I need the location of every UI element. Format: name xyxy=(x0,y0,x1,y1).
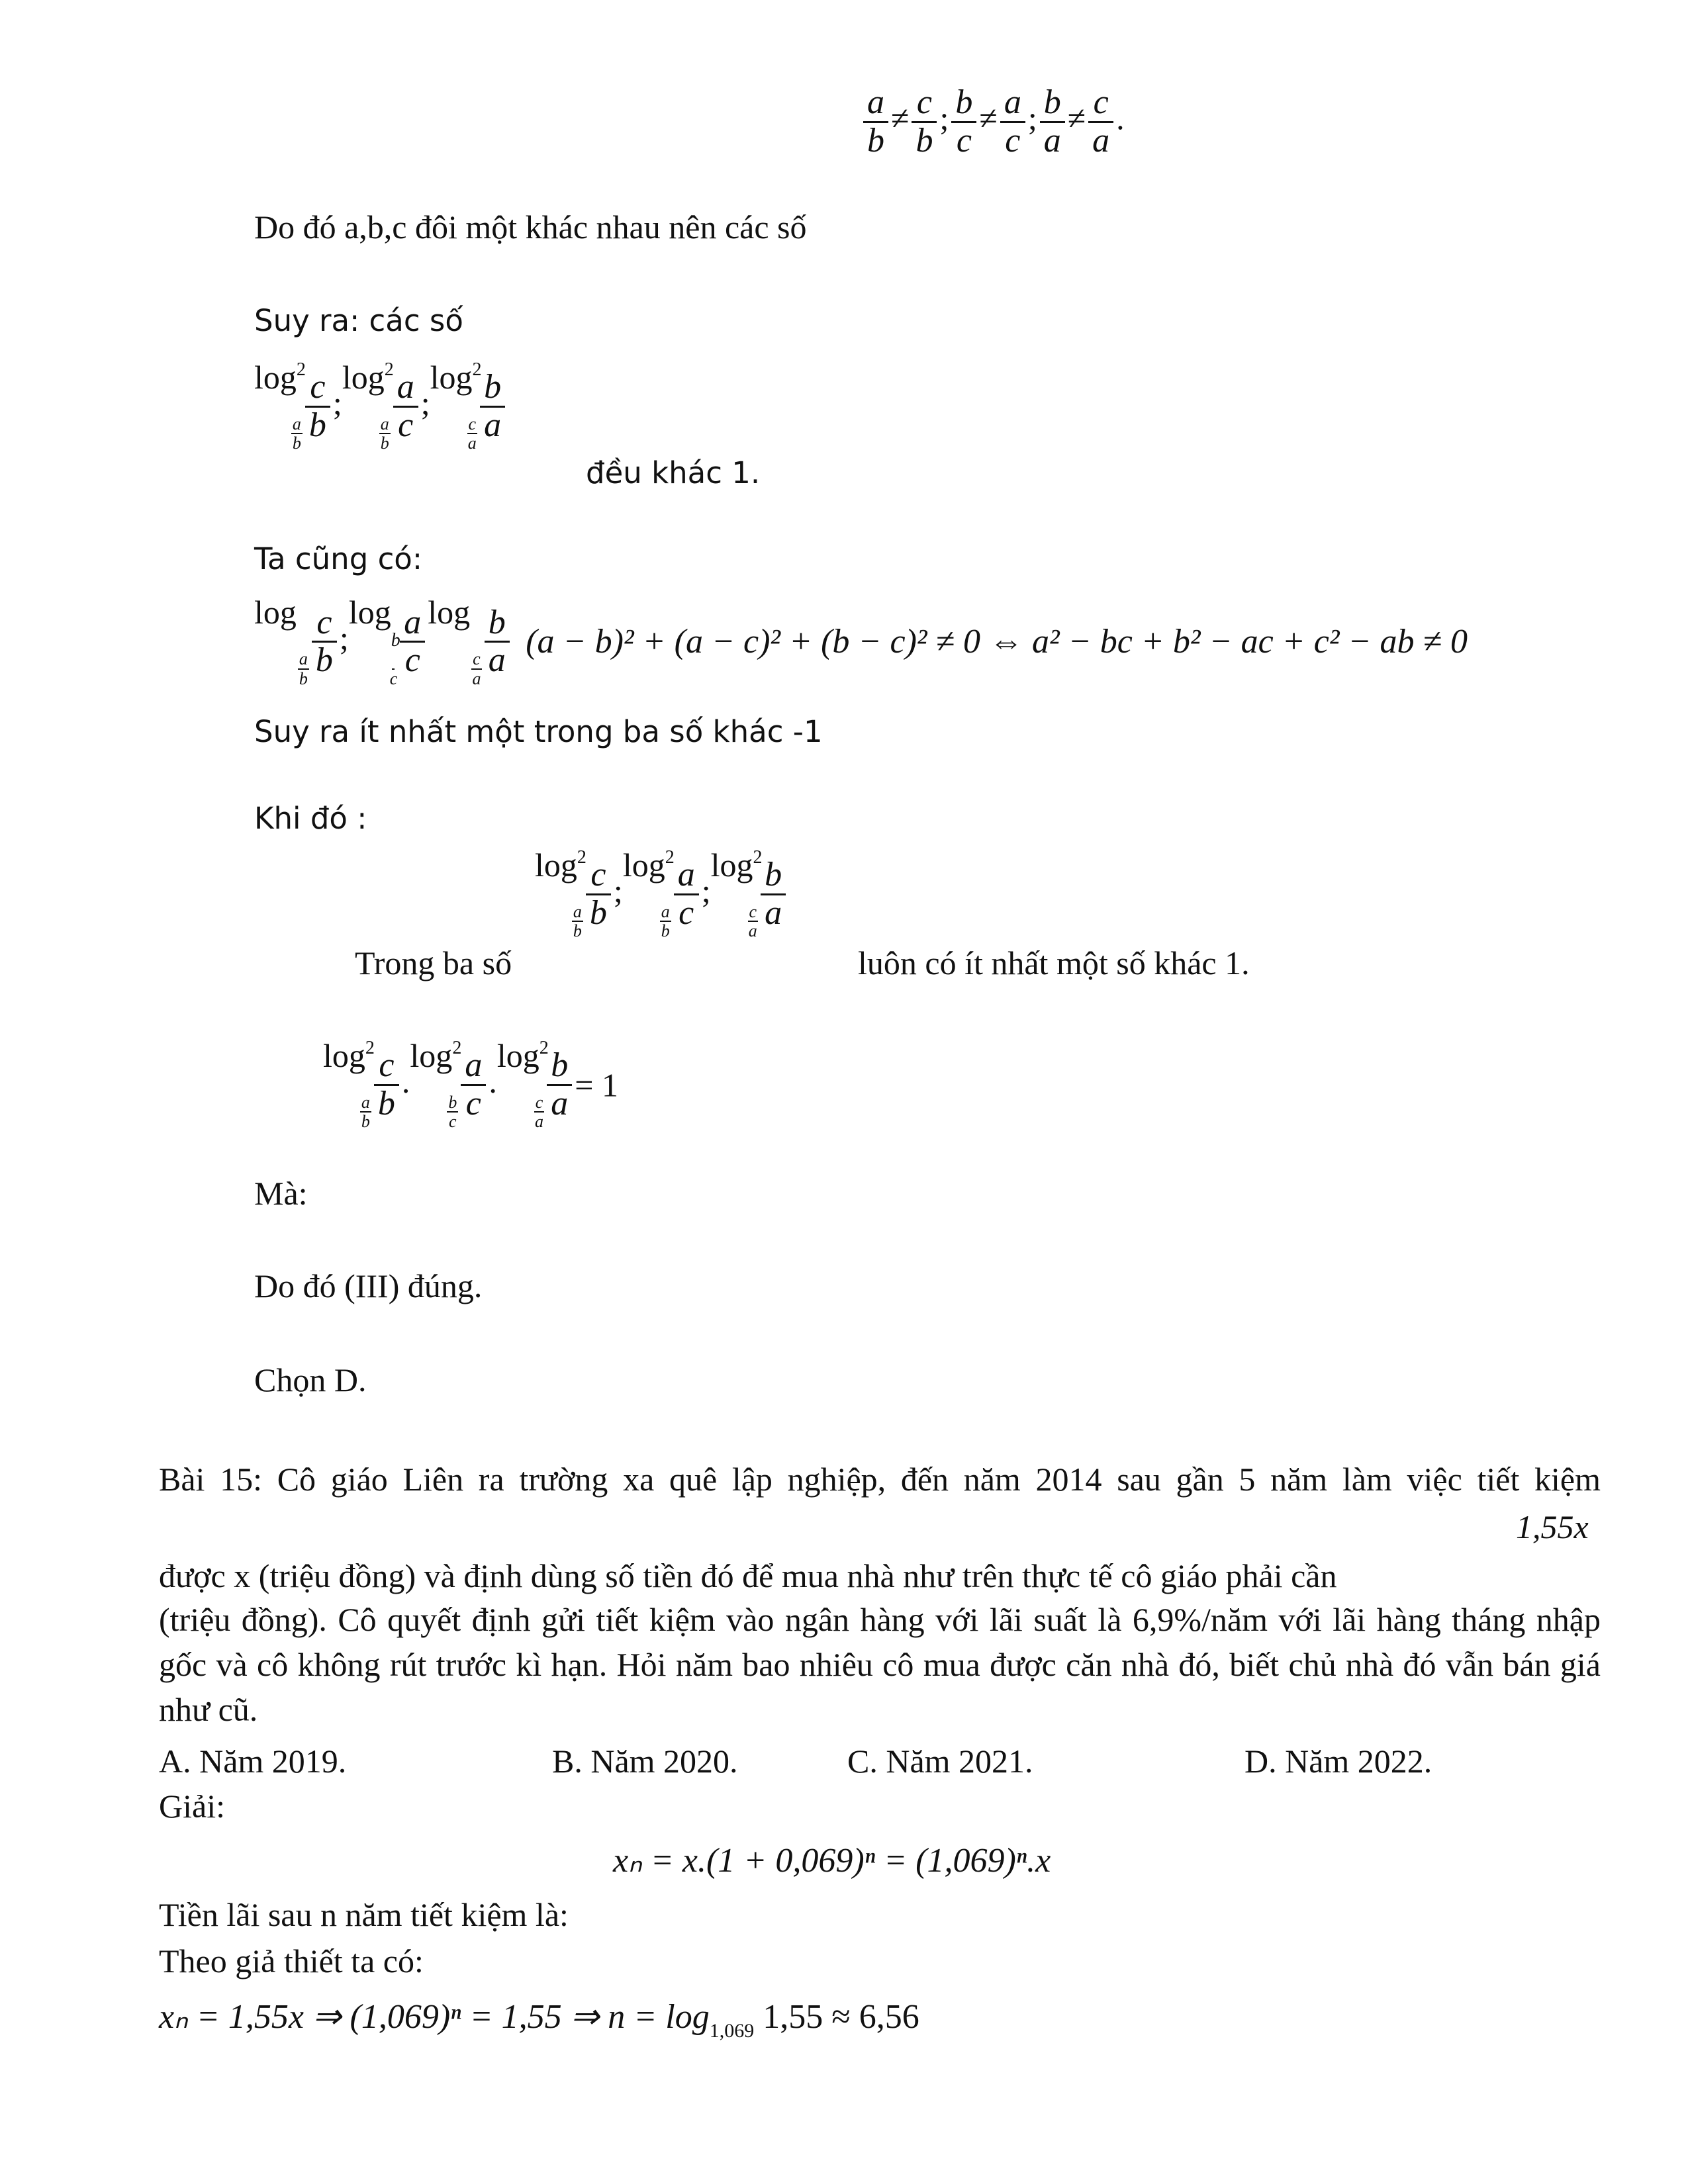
text-do-do: Do đó a,b,c đôi một khác nhau nên các số xyxy=(254,208,807,246)
text-theo-gia-thiet: Theo giả thiết ta có: xyxy=(159,1942,424,1979)
problem-line-2: được x (triệu đồng) và định dùng số tiền đó để mua nhà như trên thực tế cô giáo phải cần xyxy=(159,1557,1337,1594)
formula-xn: xₙ = x.(1 + 0,069)ⁿ = (1,069)ⁿ.x xyxy=(613,1842,1051,1880)
option-b: B. Năm 2020. xyxy=(552,1743,738,1780)
log-product-equation: log2 $\frac{a}{b}$ $\frac{c}{b}$ .log2 $\frac{b}{c}$ $\frac{a}{c}$ .log2 $\frac{c}{a}$ $\frac{b}{a}$ = 1 xyxy=(323,1037,618,1132)
text-tien-lai: Tiền lãi sau n năm tiết kiệm là: xyxy=(159,1896,569,1933)
text-luon-co: luôn có ít nhất một số khác 1. xyxy=(858,944,1250,981)
problem-line-1: Bài 15: Cô giáo Liên ra trường xa quê lập nghiệp, đến năm 2014 sau gần 5 năm làm việc tiết kiệm xyxy=(159,1461,1601,1498)
fraction: $\frac{c}{b}$ xyxy=(912,85,937,159)
option-c: C. Năm 2021. xyxy=(847,1743,1033,1780)
fraction: $\frac{c}{a}$ xyxy=(1088,85,1113,159)
identity-equation: (a − b)² + (a − c)² + (b − c)² ≠ 0 ⇔ a² − bc + b² − ac + c² − ab ≠ 0 xyxy=(526,622,1468,660)
text-ta-cung-co: Ta cũng có: xyxy=(254,541,423,576)
text-suy-ra-cac-so: Suy ra: các số xyxy=(254,303,463,338)
text-suy-ra-it-nhat: Suy ra ít nhất một trong ba số khác -1 xyxy=(254,714,823,749)
text-giai: Giải: xyxy=(159,1788,225,1825)
text-deu-khac-1: đều khác 1. xyxy=(586,455,761,490)
problem-price: 1,55x xyxy=(1516,1508,1589,1545)
final-equation: xₙ = 1,55x ⇒ (1,069)ⁿ = 1,55 ⇒ $n = \log_{1,069} 1,55 \approx 6,56$ xyxy=(159,1998,919,2042)
text-khi-do: Khi đó : xyxy=(254,801,367,836)
fraction-inequalities: $\frac{a}{b}$ ≠ $\frac{c}{b}$ ; $\frac{b}{c}$ ≠ $\frac{a}{c}$ ; $\frac{b}{a}$ ≠ $\frac{c}{a}$ . xyxy=(861,85,1125,159)
fraction: $\frac{a}{b}$ xyxy=(863,85,888,159)
text-ma: Mà: xyxy=(254,1175,308,1212)
fraction: $\frac{b}{c}$ xyxy=(951,85,976,159)
option-a: A. Năm 2019. xyxy=(159,1743,347,1780)
fraction: $\frac{b}{a}$ xyxy=(1040,85,1065,159)
fraction: $\frac{a}{c}$ xyxy=(1000,85,1025,159)
text-trong-ba-so: Trong ba số xyxy=(355,944,512,981)
log-squared-list: log2 $\frac{a}{b}$ $\frac{c}{b}$ ;log2 $\frac{a}{b}$ $\frac{a}{c}$ ;log2 $\frac{c}{a}$ $\frac{b}{a}$ xyxy=(254,361,508,453)
text-chon-d: Chọn D. xyxy=(254,1361,367,1398)
log-squared-list-2: log2 $\frac{a}{b}$ $\frac{c}{b}$ ;log2 $\frac{a}{b}$ $\frac{a}{c}$ ;log2 $\frac{c}{a}$ $\frac{b}{a}$ xyxy=(535,848,788,940)
option-d: D. Năm 2022. xyxy=(1244,1743,1432,1780)
problem-line-3: (triệu đồng). Cô quyết định gửi tiết kiệm vào ngân hàng với lãi suất là 6,9%/năm với lãi hàng tháng nhập gốc và cô không rút trước kì hạn. Hỏi năm bao nhiêu cô mua được căn nhà đó, biết chủ nhà đó vẫn bán giá như cũ. xyxy=(159,1601,1601,1728)
log-identity-line: log $\frac{a}{b}$ $\frac{c}{b}$ ;logb c $\frac{a}{c}$ log $\frac{c}{a}$ $\frac{b}{a}$ (a − b)² + (a − c)² + (b − c)² ≠ 0 ⇔ a² − bc + b² − ac + c² − ab ≠ 0 xyxy=(254,594,1468,688)
text-do-do-iii: Do đó (III) đúng. xyxy=(254,1267,483,1304)
